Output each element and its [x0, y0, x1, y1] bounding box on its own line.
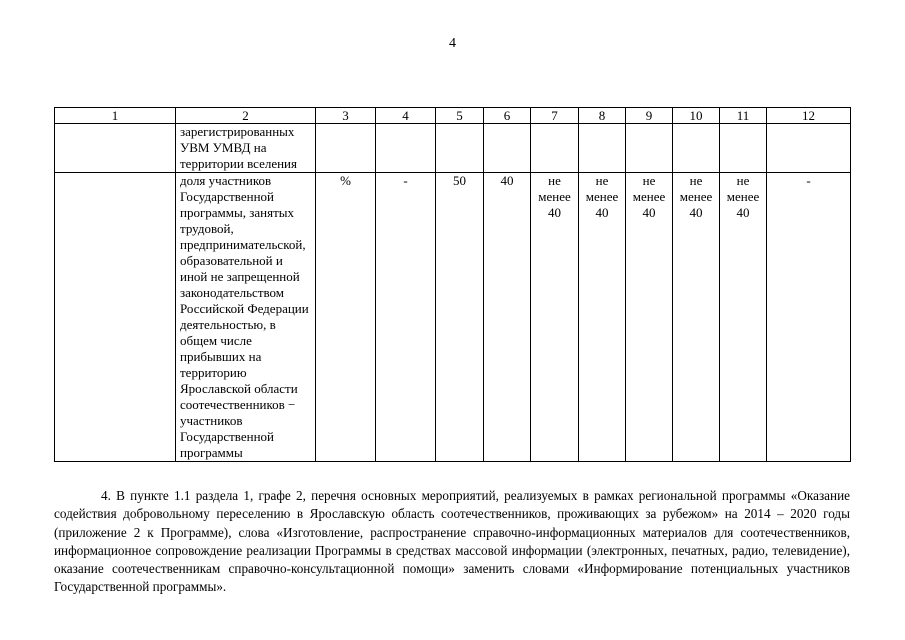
column-header: 12: [767, 108, 851, 124]
table-cell: [484, 124, 531, 173]
table-cell: доля участников Государственной программы, занятых трудовой, предпринимательской, образовательной и иной не запрещенной законодательством Российской Федерации деятельностью, в общем числе прибывших на территорию Ярославской области соотечественников − участников Государственной программы: [176, 173, 316, 462]
table-cell: 40: [484, 173, 531, 462]
table-cell: [626, 124, 673, 173]
column-header: 4: [376, 108, 436, 124]
table-cell: не менее 40: [720, 173, 767, 462]
table-cell: [720, 124, 767, 173]
table-cell: не менее 40: [673, 173, 720, 462]
page-number: 4: [449, 36, 456, 51]
table-row: [55, 173, 851, 462]
column-header: 5: [436, 108, 484, 124]
column-header: 2: [176, 108, 316, 124]
column-header: 10: [673, 108, 720, 124]
table-cell: [316, 124, 376, 173]
table-cell: не менее 40: [531, 173, 579, 462]
table-cell: -: [767, 173, 851, 462]
table-cell: [376, 124, 436, 173]
amendment-paragraph: 4. В пункте 1.1 раздела 1, графе 2, перечня основных мероприятий, реализуемых в рамках региональной программы «Оказание содействия добровольному переселению в Ярославскую область соотечественников, проживающих за рубежом» на 2014 – 2020 годы (приложение 2 к Программе), слова «Изготовление, распространение справочно-информационных материалов для соотечественников, информационное сопровождение реализации Программы в средствах массовой информации (электронных, печатных, радио, телевидение), оказание соотечественникам справочно-консультационной помощи» заменить словами «Информирование потенциальных участников Государственной программы».: [54, 488, 850, 595]
table-cell: [55, 124, 176, 173]
column-header: 9: [626, 108, 673, 124]
column-header: 11: [720, 108, 767, 124]
column-header: 8: [579, 108, 626, 124]
table-cell: [55, 173, 176, 462]
table-cell: зарегистрированных УВМ УМВД на территории вселения: [176, 124, 316, 173]
table-cell: -: [376, 173, 436, 462]
column-header: 3: [316, 108, 376, 124]
table-cell: [436, 124, 484, 173]
table-cell: [531, 124, 579, 173]
table-cell: %: [316, 173, 376, 462]
table-header-row: [55, 108, 851, 124]
table-cell: 50: [436, 173, 484, 462]
table-cell: [767, 124, 851, 173]
table-cell: [579, 124, 626, 173]
table-cell: не менее 40: [626, 173, 673, 462]
column-header: 6: [484, 108, 531, 124]
table-cell: [673, 124, 720, 173]
column-header: 1: [55, 108, 176, 124]
indicator-table: [54, 107, 851, 462]
column-header: 7: [531, 108, 579, 124]
table-row: [55, 124, 851, 173]
table-cell: не менее 40: [579, 173, 626, 462]
